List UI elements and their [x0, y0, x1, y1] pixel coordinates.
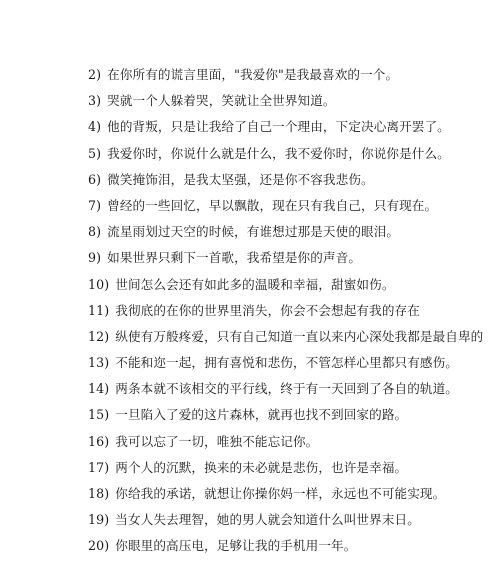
item-number: 14): [88, 381, 110, 397]
list-item: [88, 533, 483, 559]
list-item: [88, 455, 483, 481]
list-item: [88, 298, 483, 324]
item-text: 你给我的承诺，就想让你操你妈一样，永远也不可能实现。: [115, 486, 446, 501]
item-text: 流星雨划过天空的时候，有谁想过那是天使的眼泪。: [107, 224, 400, 240]
item-number: 2): [88, 67, 102, 82]
item-text: 哭就一个人躲着哭，笑就让全世界知道。: [107, 93, 336, 109]
item-text: 世间怎么会还有如此多的温暖和幸福，甜蜜如伤。: [115, 276, 395, 292]
list-item: [88, 324, 483, 350]
item-text: 他的背叛，只是让我给了自己一个理由，下定决心离开罢了。: [107, 119, 450, 135]
item-number: 17): [88, 459, 110, 475]
item-number: 10): [88, 276, 110, 292]
list-item: [88, 167, 483, 193]
list-item: [88, 114, 483, 140]
item-number: 20): [88, 538, 110, 554]
item-number: 9): [88, 250, 102, 266]
item-text: 曾经的一些回忆，早以飘散，现在只有我自己，只有现在。: [107, 197, 438, 213]
list-item: [88, 62, 483, 88]
item-text: 你眼里的高压电，足够让我的手机用一年。: [115, 538, 357, 554]
item-number: 19): [88, 512, 110, 528]
item-number: 7): [88, 197, 102, 213]
list-item: [88, 193, 483, 219]
item-number: 11): [88, 302, 110, 318]
item-text: 一旦陷入了爱的这片森林，就再也找不到回家的路。: [115, 407, 408, 423]
list-item: [88, 402, 483, 428]
item-number: 6): [88, 171, 102, 187]
item-text: 两条本就不该相交的平行线，终于有一天回到了各自的轨道。: [115, 381, 458, 397]
item-number: 15): [88, 407, 110, 423]
list-item: [88, 141, 483, 167]
list-item: [88, 245, 483, 271]
item-text: 如果世界只剩下一首歌，我希望是你的声音。: [107, 250, 362, 266]
item-text: 不能和迩一起，拥有喜悦和悲伤，不管怎样心里都只有感伤。: [115, 355, 458, 371]
item-text: 两个人的沉默，换来的未必就是悲伤，也许是幸福。: [115, 459, 408, 475]
item-text: 在你所有的谎言里面，"我爱你"是我最喜欢的一个。: [107, 67, 399, 82]
item-number: 4): [88, 119, 102, 135]
list-item: [88, 272, 483, 298]
item-text: 当女人失去理智，她的男人就会知道什么叫世界末日。: [115, 512, 420, 528]
item-number: 12): [88, 328, 110, 344]
item-number: 3): [88, 93, 102, 109]
item-text: 我彻底的在你的世界里消失，你会不会想起有我的存在: [115, 302, 420, 318]
item-text: 纵使有万般疼爱，只有自己知道一直以来内心深处我都是最自卑的: [115, 328, 484, 344]
item-number: 18): [88, 486, 110, 501]
item-text: 我可以忘了一切，唯独不能忘记你。: [115, 433, 319, 449]
list-item: [88, 376, 483, 402]
item-number: 13): [88, 355, 110, 371]
item-number: 5): [88, 145, 102, 161]
list-item: [88, 481, 483, 507]
item-number: 8): [88, 224, 102, 240]
item-text: 微笑掩饰泪，是我太坚强，还是你不容我悲伤。: [107, 171, 374, 187]
quote-list: [88, 62, 483, 560]
list-item: [88, 429, 483, 455]
list-item: [88, 219, 483, 245]
list-item: [88, 507, 483, 533]
list-item: [88, 88, 483, 114]
item-number: 16): [88, 433, 110, 449]
item-text: 我爱你时，你说什么就是什么，我不爱你时，你说你是什么。: [107, 145, 450, 161]
list-item: [88, 350, 483, 376]
